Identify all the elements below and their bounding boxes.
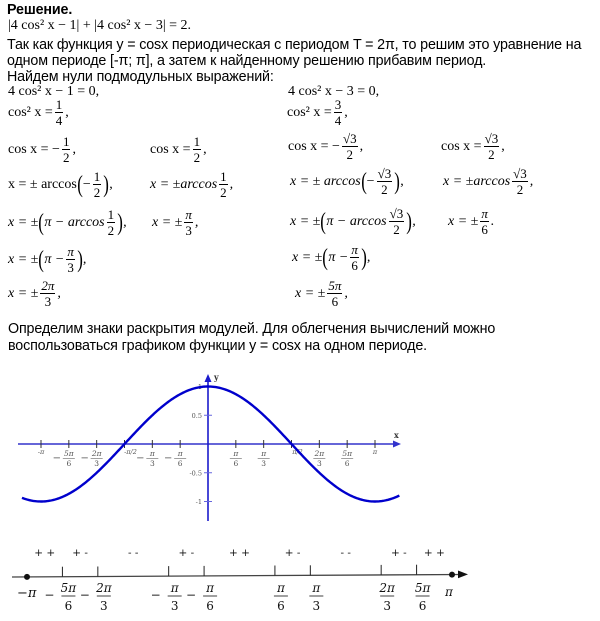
end-point xyxy=(449,572,455,578)
left-eq-7: x = ± $\frac{2\pi}{3}$ , xyxy=(8,278,61,309)
left-eq-3a: cos x = − $\frac{1}{2}$ , xyxy=(8,134,76,165)
denominator: 6 xyxy=(481,222,488,237)
y-axis-label: y xyxy=(214,372,219,382)
fraction xyxy=(62,135,71,164)
x-tick-denominator: 6 xyxy=(344,459,350,468)
x-tick-numerator: 5π xyxy=(342,449,353,458)
x-tick-denominator: 3 xyxy=(261,459,267,468)
denominator: 6 xyxy=(331,294,339,309)
number-line-arrow xyxy=(458,571,468,579)
fraction xyxy=(93,170,102,199)
left-eq-4a: x = ± arccos ( − $\frac{1}{2}$ ) , xyxy=(8,169,113,200)
fraction xyxy=(107,208,116,237)
main-equation xyxy=(8,18,191,34)
right-eq-6-lhs: x = ± xyxy=(292,249,323,265)
inner-expression: π − xyxy=(328,249,349,265)
fraction xyxy=(40,279,55,308)
right-eq-4a: x = ± arccos ( − $\frac{√3}{2}$ ) , xyxy=(290,166,404,197)
right-eq-7-lhs: x = ± xyxy=(295,285,326,301)
x-tick-denominator: 3 xyxy=(316,459,322,468)
interval-signs: + + xyxy=(229,547,250,559)
point-denominator: 3 xyxy=(170,599,179,613)
point-numerator: 2π xyxy=(379,581,395,595)
left-eq-5b: x = ± $\frac{\pi}{3}$ , xyxy=(152,207,199,238)
point-denominator: 3 xyxy=(312,599,321,613)
denominator: 2 xyxy=(62,150,70,165)
x-tick-denominator: 6 xyxy=(66,459,72,468)
numerator: √3 xyxy=(513,166,527,181)
left-eq-5a-lhs: x = ± xyxy=(8,214,39,230)
right-eq-6: x = ± ( π − $\frac{\pi}{6}$ ) , xyxy=(292,242,371,273)
outro-line-2: воспользоваться графиком функции y = cosx на одном периоде. xyxy=(8,338,427,354)
y-tick-label: -1 xyxy=(195,498,202,506)
denominator: 2 xyxy=(381,182,388,197)
inner-expression: π − xyxy=(44,251,65,267)
numerator: π xyxy=(351,242,358,257)
left-eq-3a-lhs: cos x = − xyxy=(8,141,60,157)
y-tick-label: 0.5 xyxy=(191,411,202,420)
numerator: 5π xyxy=(328,278,342,293)
fraction xyxy=(350,243,359,272)
fraction xyxy=(377,167,393,196)
right-eq-3a-lhs: cos x = − xyxy=(288,138,340,154)
denominator: 3 xyxy=(185,223,192,238)
x-tick-numerator: π xyxy=(261,449,267,458)
point-denominator: 6 xyxy=(418,599,427,613)
numerator: 1 xyxy=(193,134,201,149)
point-numerator: 2π xyxy=(96,581,112,595)
numerator: √3 xyxy=(342,131,357,146)
interval-signs: + + xyxy=(34,547,56,559)
interval-signs: - - xyxy=(340,547,351,559)
point-sign: − xyxy=(44,588,55,602)
numerator: √3 xyxy=(377,166,392,181)
denominator: 3 xyxy=(67,260,74,275)
right-eq-2-lhs: cos² x = xyxy=(287,104,332,120)
denominator: 6 xyxy=(351,258,358,273)
fraction xyxy=(480,207,489,236)
fraction xyxy=(484,132,500,161)
intro-line-2: одном периоде [-π; π], а затем к найденному решению прибавим период. xyxy=(7,53,487,69)
fraction xyxy=(193,135,202,164)
right-eq-5a: x = ± ( π − arccos $\frac{√3}{2}$ ) , xyxy=(290,206,416,237)
inner-expression: π − arccos xyxy=(44,214,105,230)
fraction xyxy=(184,208,193,237)
left-eq-4b-lhs: x = ±arccos xyxy=(150,176,218,192)
numerator: 1 xyxy=(55,97,63,112)
interval-signs: + + xyxy=(423,547,445,559)
x-tick-denominator: 6 xyxy=(233,459,239,468)
denominator: 2 xyxy=(193,150,201,165)
x-tick-denominator: 3 xyxy=(94,459,100,468)
denominator: 4 xyxy=(55,113,63,128)
numerator: π xyxy=(185,207,192,222)
denominator: 2 xyxy=(393,222,400,237)
x-tick-label: π/2 xyxy=(292,448,303,456)
numerator: π xyxy=(67,244,74,259)
point-denominator: 3 xyxy=(100,599,108,613)
x-tick-numerator: 2π xyxy=(314,449,325,458)
fraction xyxy=(66,245,75,274)
x-tick-sign: − xyxy=(163,453,173,464)
point-numerator: π xyxy=(312,581,321,595)
interval-signs: + - xyxy=(178,547,195,559)
solution-heading: Решение. xyxy=(7,2,73,18)
x-tick-numerator: π xyxy=(233,449,239,458)
numerator: 1 xyxy=(62,134,70,149)
right-eq-3a: cos x = − $\frac{√3}{2}$ , xyxy=(288,131,364,162)
cosine-graph xyxy=(0,372,420,542)
x-tick-label: π xyxy=(372,448,378,456)
right-eq-4b: x = ±arccos $\frac{√3}{2}$ , xyxy=(443,166,534,197)
left-eq-6: x = ± ( π − $\frac{\pi}{3}$ ) , xyxy=(8,244,87,275)
right-eq-5a-lhs: x = ± xyxy=(290,213,321,229)
point-numerator: π xyxy=(170,581,179,595)
right-eq-4a-lhs: x = ± arccos xyxy=(290,173,361,189)
y-tick-label: -0.5 xyxy=(189,469,202,478)
x-tick-denominator: 6 xyxy=(177,459,183,468)
minus-sign: − xyxy=(82,176,91,192)
right-eq-5b: x = ± $\frac{\pi}{6}$ . xyxy=(448,206,495,237)
interval-signs: + - xyxy=(391,547,407,559)
denominator: 2 xyxy=(516,182,524,197)
left-eq-5a: x = ± ( π − arccos $\frac{1}{2}$ ) , xyxy=(8,207,127,238)
point-denominator: 6 xyxy=(277,599,285,613)
left-eq-4a-lhs: x = ± arccos xyxy=(8,176,77,192)
sign-number-line xyxy=(0,531,480,621)
numerator: √3 xyxy=(484,131,499,146)
fraction xyxy=(512,167,528,196)
main-equation-text: |4 cos² x − 1| + |4 cos² x − 3| = 2. xyxy=(8,18,192,33)
inner-expression: π − arccos xyxy=(326,213,387,229)
left-eq-2: cos² x = $\frac{1}{4}$ , xyxy=(8,97,69,128)
point-denominator: 3 xyxy=(383,599,391,613)
left-eq-3b: cos x = $\frac{1}{2}$ , xyxy=(150,134,207,165)
point-denominator: 6 xyxy=(206,599,214,613)
right-eq-2: cos² x = $\frac{3}{4}$ , xyxy=(287,97,348,128)
intro-line-3: Найдем нули подмодульных выражений: xyxy=(7,69,274,85)
denominator: 2 xyxy=(93,185,101,200)
x-tick-label: -π xyxy=(37,448,45,456)
numerator: 1 xyxy=(93,169,101,184)
point-numerator: π xyxy=(206,581,215,595)
left-eq-4b: x = ±arccos $\frac{1}{2}$ , xyxy=(150,169,234,200)
outro-line-1: Определим знаки раскрытия модулей. Для облегчения вычислений можно xyxy=(8,321,496,337)
number-line xyxy=(12,575,462,578)
fraction xyxy=(334,98,343,127)
right-eq-3b: cos x = $\frac{√3}{2}$ , xyxy=(441,131,505,162)
fraction xyxy=(55,98,64,127)
denominator: 2 xyxy=(107,223,115,238)
interval-signs: - - xyxy=(128,547,139,559)
numerator: 3 xyxy=(334,97,342,112)
point-sign: − xyxy=(79,588,90,602)
denominator: 2 xyxy=(220,185,227,200)
start-point xyxy=(24,574,30,580)
left-eq-5b-lhs: x = ± xyxy=(152,214,183,230)
minus-sign: − xyxy=(366,173,375,189)
y-tick-label: 1 xyxy=(197,383,202,391)
right-eq-4b-lhs: x = ±arccos xyxy=(443,173,511,189)
start-label: −π xyxy=(17,586,37,601)
point-numerator: 5π xyxy=(60,581,77,595)
point-numerator: 5π xyxy=(414,581,431,595)
left-eq-1: 4 cos² x − 1 = 0, xyxy=(8,84,100,99)
x-axis-label: x xyxy=(394,430,399,440)
x-axis-arrow xyxy=(393,441,401,448)
x-tick-numerator: 2π xyxy=(91,449,102,458)
intro-line-1: Так как функция y = cosx периодическая с периодом T = 2π, то решим это уравнение на xyxy=(7,37,582,53)
right-eq-3b-lhs: cos x = xyxy=(441,138,482,154)
denominator: 4 xyxy=(334,113,342,128)
right-eq-5b-lhs: x = ± xyxy=(448,213,479,229)
x-tick-denominator: 3 xyxy=(149,459,155,468)
numerator: 2π xyxy=(41,278,55,293)
numerator: √3 xyxy=(389,206,404,221)
point-sign: − xyxy=(150,588,161,602)
fraction xyxy=(342,132,358,161)
right-eq-1: 4 cos² x − 3 = 0, xyxy=(288,84,380,99)
x-tick-numerator: π xyxy=(177,449,183,458)
point-denominator: 6 xyxy=(64,599,73,613)
denominator: 2 xyxy=(488,147,495,162)
numerator: π xyxy=(481,206,488,221)
left-eq-6-lhs: x = ± xyxy=(8,251,39,267)
x-tick-label: -π/2 xyxy=(124,448,137,456)
right-eq-7: x = ± $\frac{5\pi}{6}$ , xyxy=(295,278,348,309)
interval-signs: + - xyxy=(72,547,88,559)
numerator: 1 xyxy=(107,207,115,222)
x-tick-sign: − xyxy=(80,453,89,464)
fraction xyxy=(327,279,342,308)
left-eq-3b-lhs: cos x = xyxy=(150,141,191,157)
point-sign: − xyxy=(186,588,197,602)
fraction xyxy=(389,207,405,236)
left-eq-7-lhs: x = ± xyxy=(8,285,39,301)
denominator: 3 xyxy=(44,294,52,309)
x-tick-numerator: π xyxy=(149,449,155,458)
end-label: π xyxy=(445,585,453,599)
denominator: 2 xyxy=(346,147,354,162)
interval-signs: + - xyxy=(284,547,301,559)
x-tick-numerator: 5π xyxy=(63,449,74,458)
numerator: 1 xyxy=(220,169,227,184)
fraction xyxy=(219,170,228,199)
y-axis-arrow xyxy=(205,374,212,382)
x-tick-sign: − xyxy=(52,453,62,464)
x-tick-sign: − xyxy=(136,453,145,464)
left-eq-2-lhs: cos² x = xyxy=(8,104,53,120)
point-numerator: π xyxy=(276,581,285,595)
